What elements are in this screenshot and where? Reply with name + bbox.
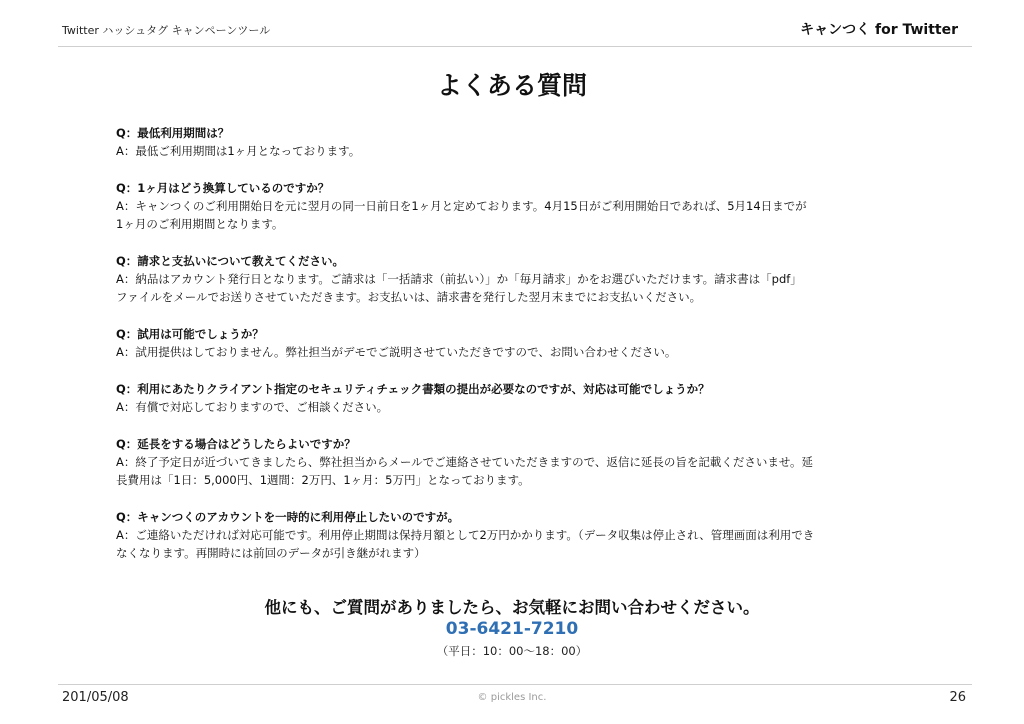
footer-divider	[58, 684, 972, 685]
faq-item-month-calculation	[116, 179, 916, 233]
header-divider	[58, 46, 972, 47]
faq-answer-line: A：有償で対応しておりますので、ご相談ください。	[116, 400, 389, 414]
faq-answer-line: A：終了予定日が近づいてきましたら、弊社担当からメールでご連絡させていただきますので、返信に延長の旨を記載くださいませ。延	[116, 455, 814, 469]
closing-message: 他にも、ご質問がありましたら、お気軽にお問い合わせください。	[264, 598, 760, 617]
faq-question: Q：最低利用期間は？	[116, 126, 230, 140]
faq-answer-line: 1ヶ月のご利用期間となります。	[116, 217, 284, 231]
faq-question: Q：キャンつくのアカウントを一時的に利用停止したいのですが。	[116, 510, 460, 524]
header-product-name: キャンつく for Twitter	[800, 22, 958, 38]
faq-item-billing	[116, 252, 916, 306]
faq-item-trial	[116, 325, 916, 361]
business-hours: （平日：10：00〜18：00）	[436, 644, 588, 658]
page-number: 26	[949, 690, 966, 705]
faq-question: Q：1ヶ月はどう換算しているのですか？	[116, 181, 330, 195]
page-title: よくある質問	[436, 71, 587, 100]
faq-question: Q：利用にあたりクライアント指定のセキュリティチェック書類の提出が必要なのですが、対応は可能でしょうか？	[116, 382, 710, 396]
contact-phone: 03-6421-7210	[445, 619, 579, 639]
footer-date: 201/05/08	[62, 690, 129, 705]
faq-item-extension	[116, 435, 916, 489]
faq-item-security-check	[116, 380, 916, 416]
faq-item-suspension	[116, 508, 916, 562]
faq-question: Q：延長をする場合はどうしたらよいですか？	[116, 437, 356, 451]
footer-copyright: © pickles Inc.	[477, 692, 547, 703]
faq-answer-line: A：最低ご利用期間は1ヶ月となっております。	[116, 144, 361, 158]
faq-answer-line: A：ご連絡いただければ対応可能です。利用停止期間は保持月額として2万円かかります。（データ収集は停止され、管理画面は利用でき	[116, 528, 815, 542]
header-tool-name: Twitter ハッシュタグ キャンペーンツール	[62, 24, 271, 37]
faq-list	[116, 124, 916, 581]
faq-answer-line: A：キャンつくのご利用開始日を元に翌月の同一日前日を1ヶ月と定めております。4月15日がご利用開始日であれば、5月14日までが	[116, 199, 807, 213]
faq-question: Q：請求と支払いについて教えてください。	[116, 254, 345, 268]
faq-answer-line: A：納品はアカウント発行日となります。ご請求は「一括請求（前払い）」か「毎月請求」かをお選びいただけます。請求書は「pdf」	[116, 272, 802, 286]
faq-answer-line: ファイルをメールでお送りさせていただきます。お支払いは、請求書を発行した翌月末までにお支払いください。	[116, 290, 702, 304]
faq-item-minimum-period	[116, 124, 916, 160]
faq-answer-line: 長費用は「1日：5,000円、1週間：2万円、1ヶ月：5万円」となっております。	[116, 473, 530, 487]
faq-answer-line: なくなります。再開時には前回のデータが引き継がれます）	[116, 546, 426, 560]
faq-answer-line: A：試用提供はしておりません。弊社担当がデモでご説明させていただきですので、お問い合わせください。	[116, 345, 677, 359]
faq-question: Q：試用は可能でしょうか？	[116, 327, 264, 341]
